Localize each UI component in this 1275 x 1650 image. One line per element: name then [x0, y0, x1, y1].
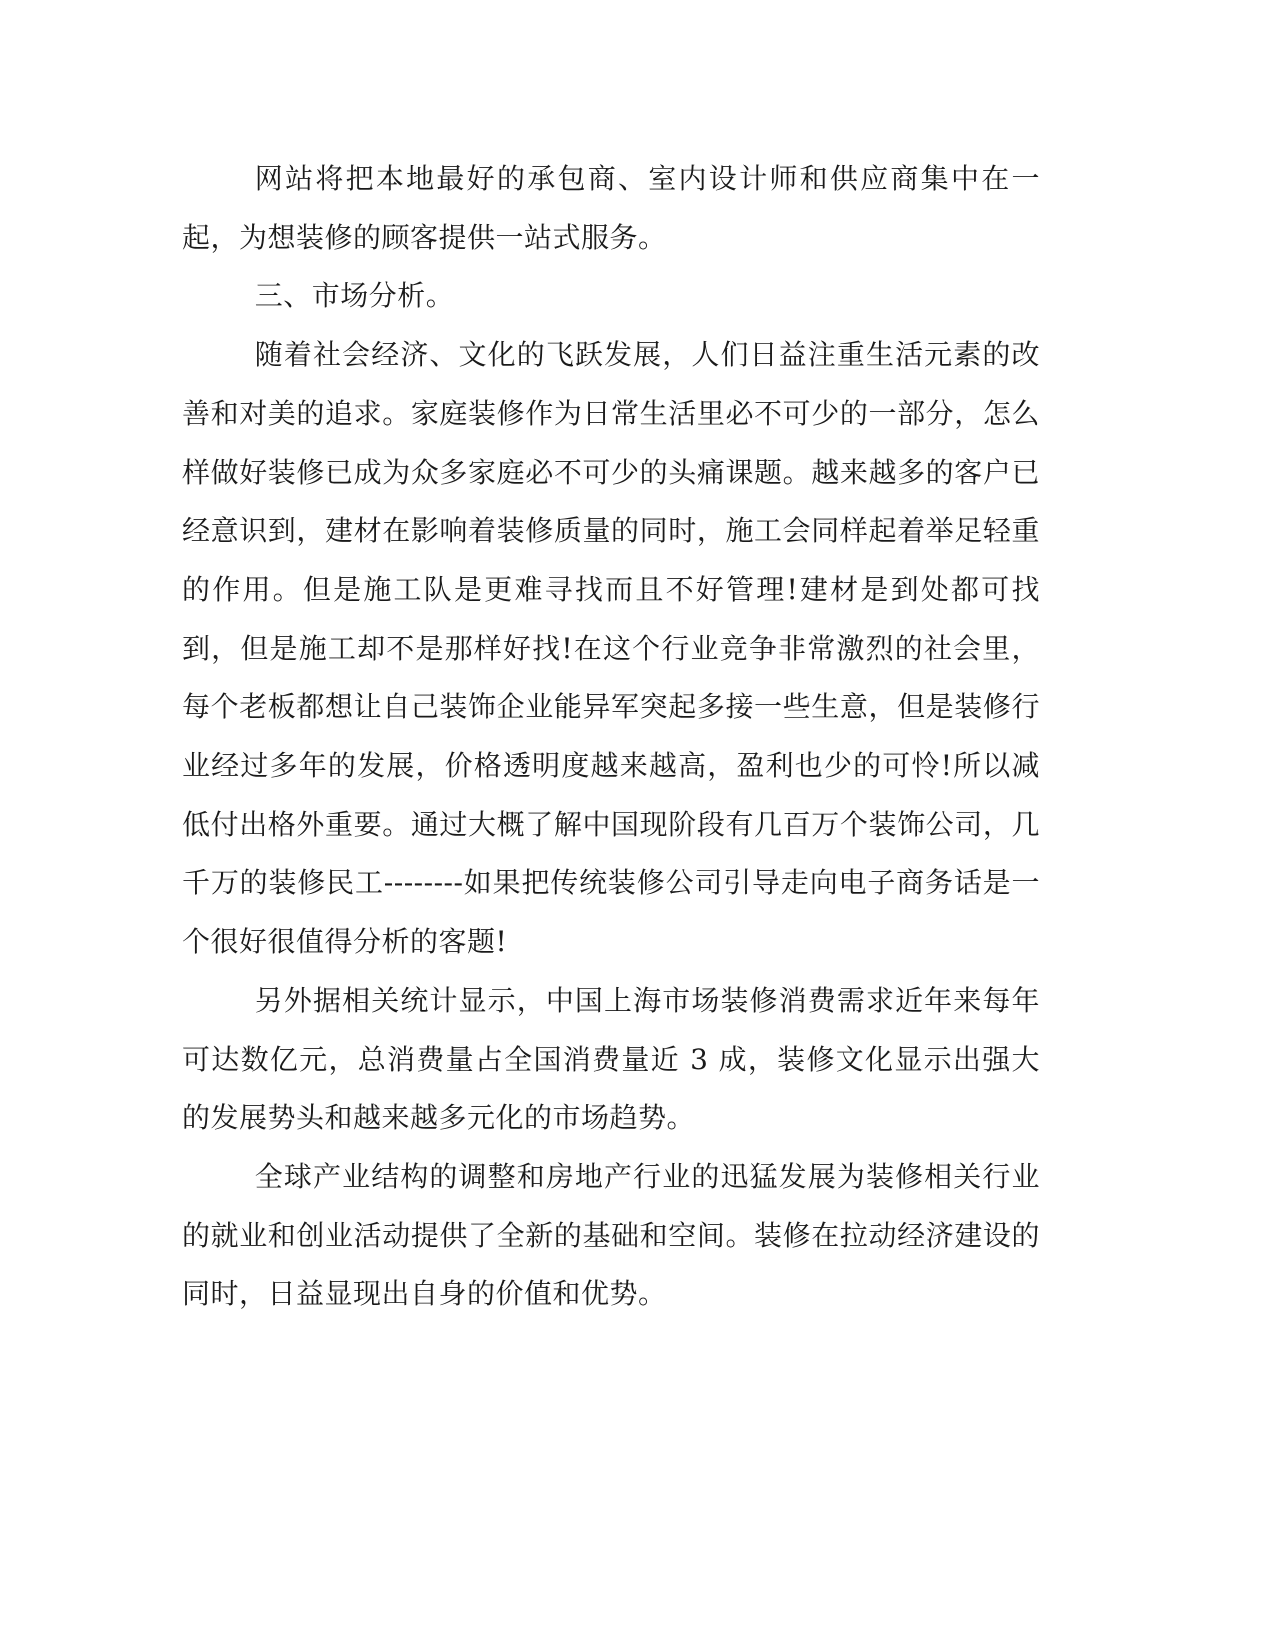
document-body	[182, 150, 1040, 1324]
paragraph-market-background: 随着社会经济、文化的飞跃发展，人们日益注重生活元素的改善和对美的追求。家庭装修作为日常生活里必不可少的一部分，怎么样做好装修已成为众多家庭必不可少的头痛课题。越来越多的客户已经意识到，建材在影响着装修质量的同时，施工会同样起着举足轻重的作用。但是施工队是更难寻找而且不好管理!建材是到处都可找到，但是施工却不是那样好找!在这个行业竞争非常激烈的社会里，每个老板都想让自己装饰企业能异军突起多接一些生意，但是装修行业经过多年的发展，价格透明度越来越高，盈利也少的可怜!所以减低付出格外重要。通过大概了解中国现阶段有几百万个装饰公司，几千万的装修民工--------如果把传统装修公司引导走向电子商务话是一个很好很值得分析的客题!	[182, 338, 1040, 959]
section-heading-market-analysis: 三、市场分析。	[254, 279, 455, 313]
paragraph-shanghai-statistics: 另外据相关统计显示，中国上海市场装修消费需求近年来每年可达数亿元，总消费量占全国消费量近 3 成，装修文化显示出强大的发展势头和越来越多元化的市场趋势。	[182, 983, 1040, 1135]
paragraph-service-intro: 网站将把本地最好的承包商、室内设计师和供应商集中在一起，为想装修的顾客提供一站式服务。	[182, 162, 1040, 254]
paragraph-industry-development: 全球产业结构的调整和房地产行业的迅猛发展为装修相关行业的就业和创业活动提供了全新的基础和空间。装修在拉动经济建设的同时，日益显现出自身的价值和优势。	[182, 1159, 1040, 1311]
